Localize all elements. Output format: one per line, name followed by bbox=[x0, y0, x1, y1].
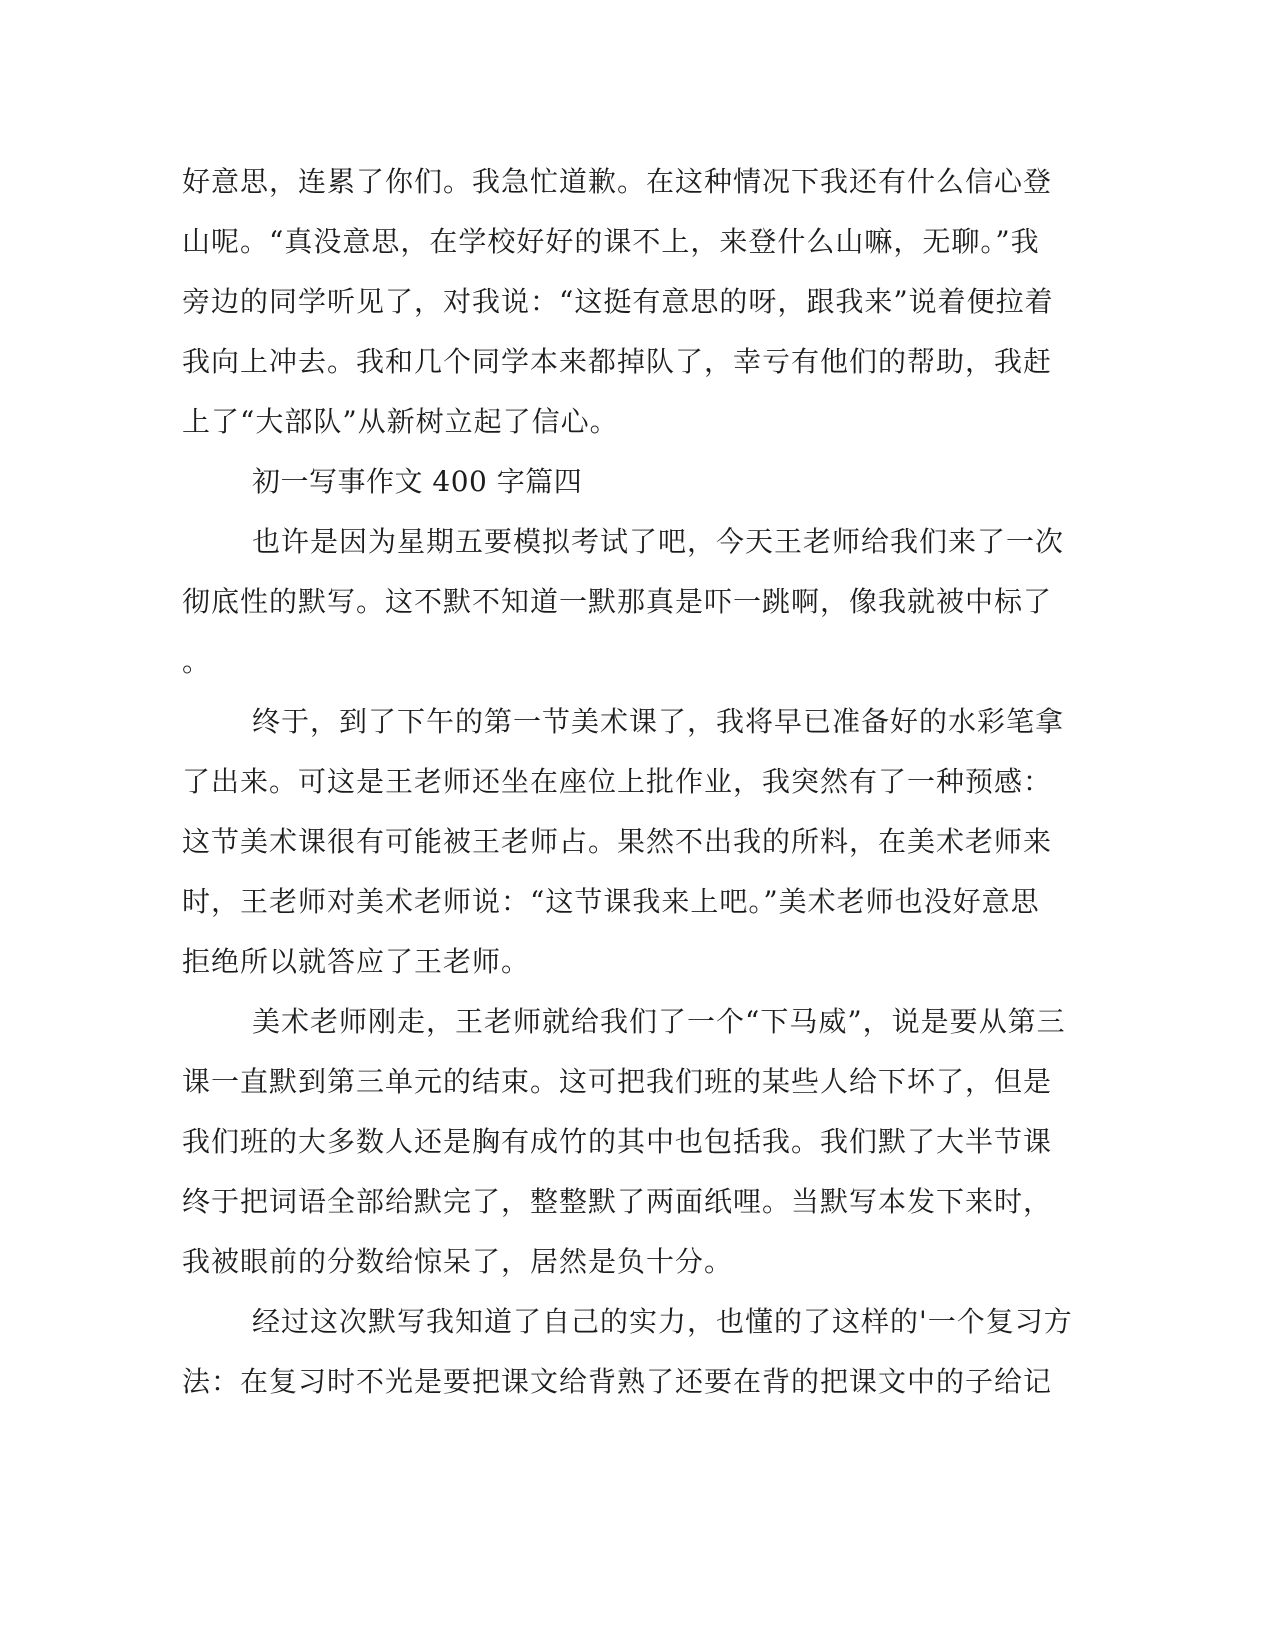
section-heading: 初一写事作文 400 字篇四 bbox=[252, 465, 583, 498]
paragraph-line: 这节美术课很有可能被王老师占。果然不出我的所料，在美术老师来 bbox=[182, 825, 1053, 858]
paragraph-line: 美术老师刚走，王老师就给我们了一个“下马威”，说是要从第三 bbox=[252, 1005, 1066, 1038]
paragraph-line: 上了“大部队”从新树立起了信心。 bbox=[182, 405, 619, 438]
paragraph-line: 终于把词语全部给默完了，整整默了两面纸哩。当默写本发下来时， bbox=[182, 1185, 1053, 1218]
paragraph-line: 时，王老师对美术老师说：“这节课我来上吧。”美术老师也没好意思 bbox=[182, 885, 1040, 918]
paragraph-line: 经过这次默写我知道了自己的实力，也懂的了这样的'一个复习方 bbox=[252, 1305, 1073, 1338]
paragraph-line: 。 bbox=[182, 645, 212, 678]
paragraph-line: 终于，到了下午的第一节美术课了，我将早已准备好的水彩笔拿 bbox=[252, 705, 1065, 738]
paragraph-line: 旁边的同学听见了，对我说：“这挺有意思的呀，跟我来”说着便拉着 bbox=[182, 285, 1054, 318]
paragraph-line: 拒绝所以就答应了王老师。 bbox=[182, 945, 531, 978]
paragraph-line: 我向上冲去。我和几个同学本来都掉队了，幸亏有他们的帮助，我赶 bbox=[182, 345, 1053, 378]
paragraph-line: 了出来。可这是王老师还坐在座位上批作业，我突然有了一种预感： bbox=[182, 765, 1053, 798]
paragraph-line: 我被眼前的分数给惊呆了，居然是负十分。 bbox=[182, 1245, 734, 1278]
paragraph-line: 好意思，连累了你们。我急忙道歉。在这种情况下我还有什么信心登 bbox=[182, 165, 1053, 198]
paragraph-line: 我们班的大多数人还是胸有成竹的其中也包括我。我们默了大半节课 bbox=[182, 1125, 1053, 1158]
paragraph-line: 山呢。“真没意思，在学校好好的课不上，来登什么山嘛，无聊。”我 bbox=[182, 225, 1040, 258]
paragraph-line: 法：在复习时不光是要把课文给背熟了还要在背的把课文中的子给记 bbox=[182, 1365, 1053, 1398]
paragraph-line: 彻底性的默写。这不默不知道一默那真是吓一跳啊，像我就被中标了 bbox=[182, 585, 1053, 618]
paragraph-line: 课一直默到第三单元的结束。这可把我们班的某些人给下坏了，但是 bbox=[182, 1065, 1053, 1098]
paragraph-line: 也许是因为星期五要模拟考试了吧，今天王老师给我们来了一次 bbox=[252, 525, 1065, 558]
